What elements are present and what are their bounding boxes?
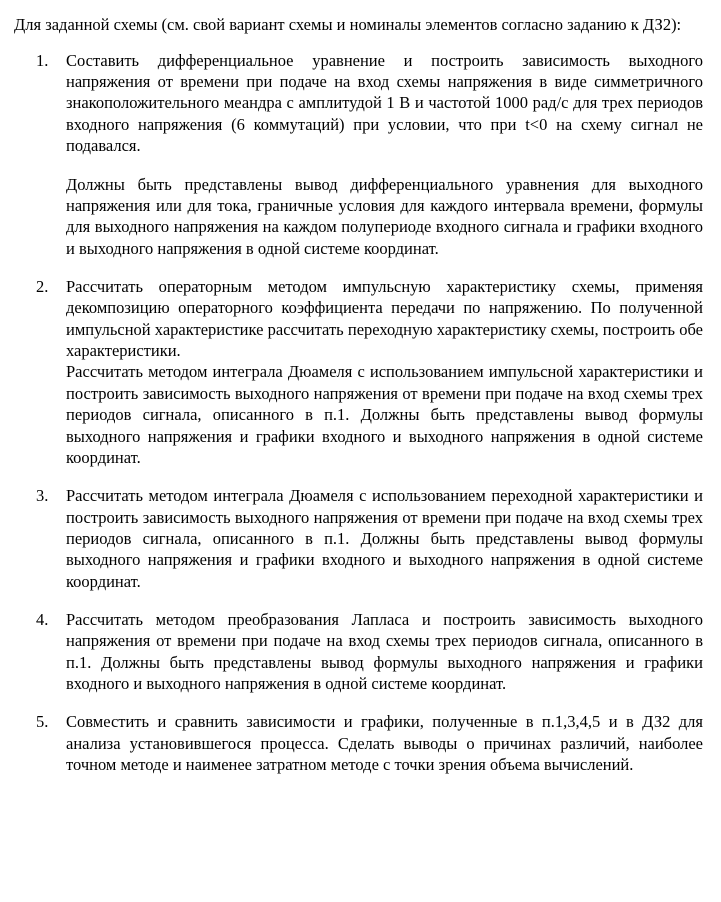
task-list	[14, 50, 703, 776]
list-item-paragraph: Должны быть представлены вывод дифференциального уравнения для выходного напряжения или для тока, граничные условия для каждого интервала времени, формулы для выходного напряжения на каждом полупериоде входного сигнала и графики входного и выходного напряжения в одной системе координат.	[66, 174, 703, 258]
list-item	[14, 50, 703, 259]
list-item-paragraph: Совместить и сравнить зависимости и графики, полученные в п.1,3,4,5 и в ДЗ2 для анализа установившегося процесса. Сделать выводы о причинах различий, наиболее точном методе и наименее затратном методе с точки зрения объема вычислений.	[66, 712, 703, 775]
list-item-marker: 2.	[36, 277, 49, 296]
list-item-marker: 1.	[36, 50, 49, 70]
list-item-marker: 5.	[36, 712, 49, 732]
list-item-paragraph: Рассчитать методом преобразования Лапласа и построить зависимость выходного напряжения от времени при подаче на вход схемы трех периодов сигнала, описанного в п.1. Должны быть представлены вывод формулы выходного напряжения и графики входного и выходного напряжения в одной системе координат.	[66, 610, 703, 694]
list-item	[14, 609, 703, 694]
list-item-paragraph: Рассчитать методом интеграла Дюамеля с использованием импульсной характеристики и построить зависимость выходного напряжения от времени при подаче на вход схемы трех периодов сигнала, описанного в п.1. Должны быть представлены вывод формулы выходного напряжения и графики входного и выходного напряжения в одной системе координат.	[66, 362, 703, 467]
list-item-paragraph: Рассчитать методом интеграла Дюамеля с использованием переходной характеристики и построить зависимость выходного напряжения от времени при подаче на вход схемы трех периодов сигнала, описанного в п.1. Должны быть представлены вывод формулы выходного напряжения и графики входного и выходного напряжения в одной системе координат.	[66, 486, 703, 591]
list-item	[14, 711, 703, 775]
list-item	[14, 276, 703, 468]
list-item	[14, 485, 703, 592]
list-item-marker: 3.	[36, 486, 49, 506]
intro-paragraph: Для заданной схемы (см. свой вариант схемы и номиналы элементов согласно заданию к ДЗ2):	[14, 15, 682, 34]
list-item-marker: 4.	[36, 610, 49, 630]
list-item-paragraph: Рассчитать операторным методом импульсную характеристику схемы, применяя декомпозицию операторного коэффициента передачи по напряжению. По полученной импульсной характеристике рассчитать переходную характеристику схемы, построить обе характеристики.	[66, 277, 703, 361]
list-item-paragraph: Составить дифференциальное уравнение и построить зависимость выходного напряжения от времени при подаче на вход схемы напряжения в виде симметричного знакоположительного меандра с амплитудой 1 В и частотой 1000 рад/с для трех периодов входного напряжения (6 коммутаций) при условии, что при t<0 на схему сигнал не подавался.	[66, 50, 703, 156]
